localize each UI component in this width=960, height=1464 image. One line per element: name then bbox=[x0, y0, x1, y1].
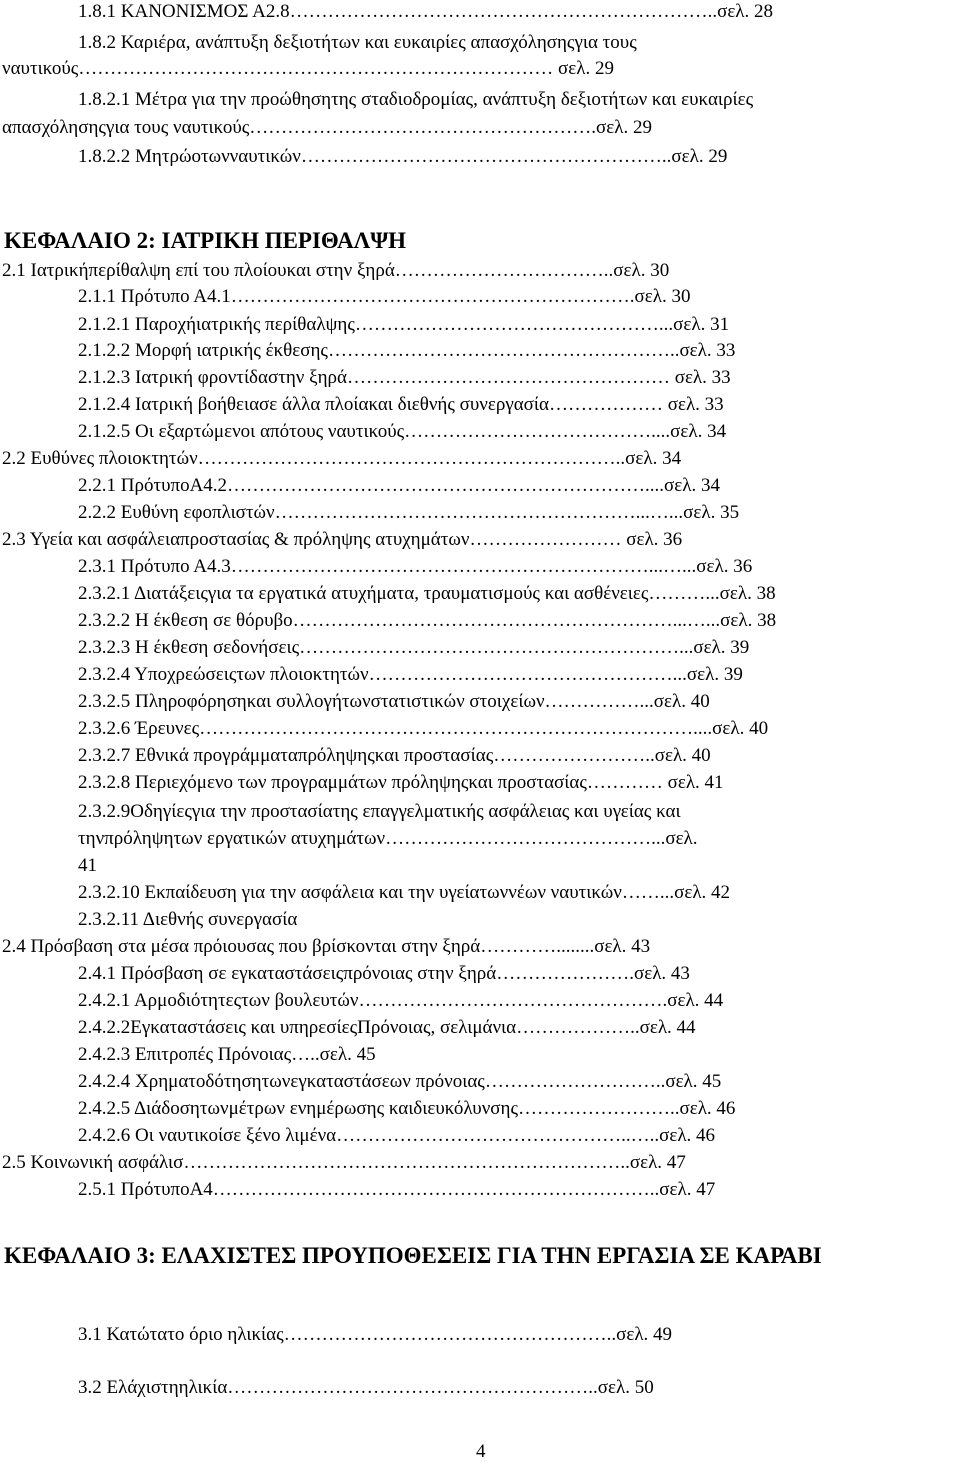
toc-entry-1-8-2-1-cont[interactable]: απασχόλησηςγια τους ναυτικούς……………………………………………….σελ. 29 bbox=[2, 117, 652, 138]
toc-entry-2-3-2-4[interactable]: 2.3.2.4 Υποχρεώσειςτων πλοιοκτητών…………………………………………...σελ. 39 bbox=[78, 664, 743, 685]
toc-entry-2-1-2-2[interactable]: 2.1.2.2 Μορφή ιατρικής έκθεσης………………………………………………..σελ. 33 bbox=[78, 340, 736, 361]
toc-entry-1-8-1[interactable]: 1.8.1 ΚΑΝΟΝΙΣΜΟΣ Α2.8…………………………………………………………..σελ. 28 bbox=[78, 1, 774, 22]
toc-entry-2-2[interactable]: 2.2 Ευθύνες πλοιοκτητών…………………………………………………………..σελ. 34 bbox=[2, 448, 682, 469]
toc-entry-2-3-2-7[interactable]: 2.3.2.7 Εθνικά προγράμματαπρόληψηςκαι προστασίας……………………..σελ. 40 bbox=[78, 745, 711, 766]
toc-entry-2-3-2-5[interactable]: 2.3.2.5 Πληροφόρησηκαι συλλογήτωνστατιστικών στοιχείων……………...σελ. 40 bbox=[78, 691, 710, 712]
toc-entry-2-4-2-1[interactable]: 2.4.2.1 Αρμοδιότητεςτων βουλευτών………………………………………….σελ. 44 bbox=[78, 990, 724, 1011]
page-number: 4 bbox=[476, 1441, 486, 1462]
toc-entry-1-8-2-cont[interactable]: ναυτικούς………………………………………………………………… σελ. 29 bbox=[2, 58, 614, 79]
toc-entry-2-3-2-6[interactable]: 2.3.2.6 Έρευνες……………………………………………………………………....σελ. 40 bbox=[78, 718, 769, 739]
toc-entry-2-3-2-2[interactable]: 2.3.2.2 Η έκθεση σε θόρυβο……………………………………………………...…...σελ. 38 bbox=[78, 610, 777, 631]
toc-entry-2-3-2-8[interactable]: 2.3.2.8 Περιεχόμενο των προγραμμάτων πρόληψηςκαι προστασίας………… σελ. 41 bbox=[78, 772, 724, 793]
toc-entry-2-3-1[interactable]: 2.3.1 Πρότυπο Α4.3…………………………………………………………...…...σελ. 36 bbox=[78, 556, 753, 577]
toc-entry-2-4-2-4[interactable]: 2.4.2.4 Χρηματοδότησητωνεγκαταστάσεων πρόνοιας………………………..σελ. 45 bbox=[78, 1071, 722, 1092]
toc-entry-2-1-2-1[interactable]: 2.1.2.1 Παροχήιατρικής περίθαλψης…………………………………………...σελ. 31 bbox=[78, 314, 730, 335]
toc-entry-2-3-2-9[interactable]: 2.3.2.9Οδηγίεςγια την προστασίατης επαγγελματικής ασφάλειας και υγείας και bbox=[78, 801, 681, 822]
toc-entry-1-8-2-1[interactable]: 1.8.2.1 Μέτρα για την προώθησητης σταδιοδρομίας, ανάπτυξη δεξιοτήτων και ευκαιρίες bbox=[78, 89, 754, 110]
toc-entry-2-3-2-1[interactable]: 2.3.2.1 Διατάξειςγια τα εργατικά ατυχήματα, τραυματισμούς και ασθένειες………...σελ. 38 bbox=[78, 583, 776, 604]
toc-entry-2-3-2-9-cont[interactable]: τηνπρόληψητων εργατικών ατυχημάτων……………………………………...σελ. bbox=[78, 828, 698, 849]
toc-entry-2-4-2-6[interactable]: 2.4.2.6 Οι ναυτικοίσε ξένο λιμένα………………………………………..…..σελ. 46 bbox=[78, 1125, 716, 1146]
toc-entry-2-3-2-9-page[interactable]: 41 bbox=[78, 855, 97, 876]
toc-entry-3-1[interactable]: 3.1 Κατώτατο όριο ηλικίας……………………………………………..σελ. 49 bbox=[78, 1324, 673, 1345]
toc-entry-2-4-1[interactable]: 2.4.1 Πρόσβαση σε εγκαταστάσειςπρόνοιας στην ξηρά………………….σελ. 43 bbox=[78, 963, 690, 984]
toc-entry-2-3[interactable]: 2.3 Υγεία και ασφάλειαπροστασίας & πρόληψης ατυχημάτων…………………… σελ. 36 bbox=[2, 529, 683, 550]
toc-entry-2-5-1[interactable]: 2.5.1 ΠρότυποΑ4……………………………………………………………..σελ. 47 bbox=[78, 1179, 716, 1200]
toc-entry-1-8-2-2[interactable]: 1.8.2.2 Μητρώοτωνναυτικών…………………………………………………..σελ. 29 bbox=[78, 146, 728, 167]
toc-entry-2-1[interactable]: 2.1 Ιατρικήπερίθαλψη επί του πλοίουκαι στην ξηρά……………………………..σελ. 30 bbox=[2, 260, 670, 281]
toc-entry-2-3-2-11[interactable]: 2.3.2.11 Διεθνής συνεργασία bbox=[78, 909, 298, 930]
toc-entry-3-2[interactable]: 3.2 Ελάχιστηηλικία…………………………………………………..σελ. 50 bbox=[78, 1377, 654, 1398]
toc-entry-1-8-2[interactable]: 1.8.2 Καριέρα, ανάπτυξη δεξιοτήτων και ευκαιρίες απασχόλησηςγια τους bbox=[78, 32, 637, 53]
toc-entry-2-1-2-3[interactable]: 2.1.2.3 Ιατρική φροντίδαστην ξηρά…………………………………………… σελ. 33 bbox=[78, 367, 731, 388]
toc-entry-2-3-2-10[interactable]: 2.3.2.10 Εκπαίδευση για την ασφάλεια και την υγείατωννέων ναυτικών……...σελ. 42 bbox=[78, 882, 731, 903]
toc-entry-2-1-1[interactable]: 2.1.1 Πρότυπο Α4.1……………………………………………………….σελ. 30 bbox=[78, 286, 691, 307]
toc-entry-2-2-2[interactable]: 2.2.2 Ευθύνη εφοπλιστών…………………………………………………...…...σελ. 35 bbox=[78, 502, 740, 523]
toc-entry-2-3-2-3[interactable]: 2.3.2.3 Η έκθεση σεδονήσεις……………………………………………………...σελ. 39 bbox=[78, 637, 750, 658]
toc-entry-2-4-2-5[interactable]: 2.4.2.5 Διάδοσητωνμέτρων ενημέρωσης καιδιευκόλυνσης……………………..σελ. 46 bbox=[78, 1098, 736, 1119]
toc-entry-2-4[interactable]: 2.4 Πρόσβαση στα μέσα πρόιουσας που βρίσκονται στην ξηρά…………........σελ. 43 bbox=[2, 936, 651, 957]
toc-entry-2-5[interactable]: 2.5 Κοινωνική ασφάλισ……………………………………………………………..σελ. 47 bbox=[2, 1152, 686, 1173]
chapter-2-heading: ΚΕΦΑΛΑΙΟ 2: ΙΑΤΡΙΚΗ ΠΕΡΙΘΑΛΨΗ bbox=[4, 228, 407, 253]
toc-entry-2-2-1[interactable]: 2.2.1 ΠρότυποΑ4.2…………………………………………………………....σελ. 34 bbox=[78, 475, 720, 496]
toc-entry-2-4-2-2[interactable]: 2.4.2.2Εγκαταστάσεις και υπηρεσίεςΠρόνοιας, σελιμάνια………………..σελ. 44 bbox=[78, 1017, 696, 1038]
toc-entry-2-4-2-3[interactable]: 2.4.2.3 Επιτροπές Πρόνοιας…..σελ. 45 bbox=[78, 1044, 376, 1065]
chapter-3-heading: ΚΕΦΑΛΑΙΟ 3: ΕΛΑΧΙΣΤΕΣ ΠΡΟΥΠΟΘΕΣΕΙΣ ΓΙΑ ΤΗΝ ΕΡΓΑΣΙΑ ΣΕ ΚΑΡΑΒΙ bbox=[4, 1243, 822, 1268]
toc-entry-2-1-2-5[interactable]: 2.1.2.5 Οι εξαρτώμενοι απότους ναυτικούς…………………………………....σελ. 34 bbox=[78, 421, 727, 442]
toc-entry-2-1-2-4[interactable]: 2.1.2.4 Ιατρική βοήθειασε άλλα πλοίακαι διεθνής συνεργασία……………… σελ. 33 bbox=[78, 394, 724, 415]
